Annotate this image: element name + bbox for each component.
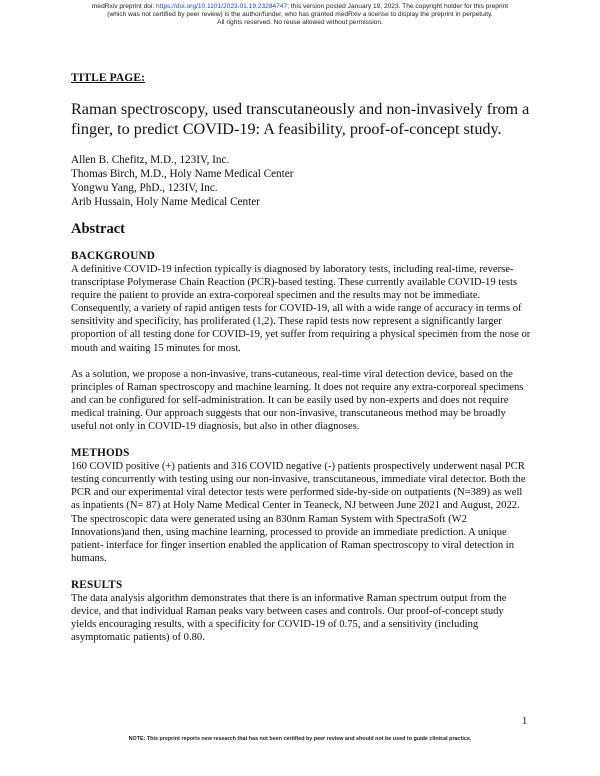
results-heading: RESULTS (71, 578, 123, 591)
author-line: Thomas Birch, M.D., Holy Name Medical Center (71, 168, 294, 180)
page-number: 1 (522, 716, 528, 727)
abstract-heading: Abstract (71, 221, 125, 237)
doi-link[interactable]: https://doi.org/10.1101/2023.01.19.23284747 (156, 3, 288, 10)
author-line: Allen B. Chefitz, M.D., 123IV, Inc. (71, 154, 230, 166)
author-list (71, 153, 531, 209)
methods-heading: METHODS (71, 447, 130, 460)
page-content (71, 72, 531, 644)
background-heading: BACKGROUND (71, 250, 156, 262)
background-paragraph-1: A definitive COVID-19 infection typically is diagnosed by laboratory tests, including real-time, reverse-transcriptase Polymerase Chain Reaction (PCR)-based testing. These currently available COVID-19 tests require the patient to provide an extra-corporeal specimen and the results may not be immediate. Consequently, a variety of rapid antigen tests for COVID-19, all with a wide range of accuracy in terms of sensitivity and specificity, has proliferated (1,2). These rapid tests now represent a significantly larger proportion of all testing done for COVID-19, yet suffer from requiring a physical specimen from the nose or mouth and waiting 15 minutes for most. (71, 264, 531, 354)
paper-title: Raman spectroscopy, used transcutaneously and non-invasively from a finger, to predict COVID-19: A feasibility, proof-of-concept study. (71, 100, 530, 138)
footer-note: NOTE: This preprint reports new research that has not been certified by peer review and should not be used to guide clinical practice. (128, 736, 472, 742)
header-suffix: ; this version posted January 19, 2023. The copyright holder for this preprint (287, 3, 509, 10)
header-line-2: (which was not certified by peer review) is the author/funder, who has granted medRxiv a license to display the preprint in perpetuity. (107, 11, 493, 19)
header-line-1 (0, 3, 600, 11)
title-page-label: TITLE PAGE: (71, 72, 146, 84)
methods-paragraph: 160 COVID positive (+) patients and 316 COVID negative (-) patients prospectively underwent nasal PCR testing concurrently with testing using our non-invasive, transcutaneous, immediate viral detector. Both the PCR and our experimental viral detector tests were performed side-by-side on outpatients (N=389) as well as inpatients (N= 87) at Holy Name Medical Center in Teaneck, NJ between June 2021 and August, 2022. The spectroscopic data were generated using an 830nm Raman System with SpectraSoft (W2 Innovations)and then, using machine learning, processed to provide an immediate prediction. A unique patient- interface for finger insertion enabled the application of Raman spectroscopy to viral detection in humans. (71, 461, 526, 564)
author-line: Yongwu Yang, PhD., 123IV, Inc. (71, 182, 218, 194)
preprint-header (0, 3, 600, 28)
header-prefix: medRxiv preprint doi: (91, 3, 157, 10)
background-paragraph-2: As a solution, we propose a non-invasive, trans-cutaneous, real-time viral detection device, based on the principles of Raman spectroscopy and machine learning. It does not require any extra-corporeal specimens and can be configured for self-administration. It can be easily used by non-experts and does not require medical training. Our approach suggests that our non-invasive, transcutaneous method may be broadly useful not only in COVID-19 diagnosis, but also in other diagnoses. (71, 368, 524, 433)
results-paragraph: The data analysis algorithm demonstrates that there is an informative Raman spectrum output from the device, and that individual Raman peaks vary between cases and controls. Our proof-of-concept study yields encouraging results, with a specificity for COVID-19 of 0.75, and a sensitivity (including asymptomatic patients) of 0.80. (71, 592, 507, 644)
header-line-3: All rights reserved. No reuse allowed without permission. (217, 19, 383, 27)
author-line: Arib Hussain, Holy Name Medical Center (71, 196, 260, 208)
